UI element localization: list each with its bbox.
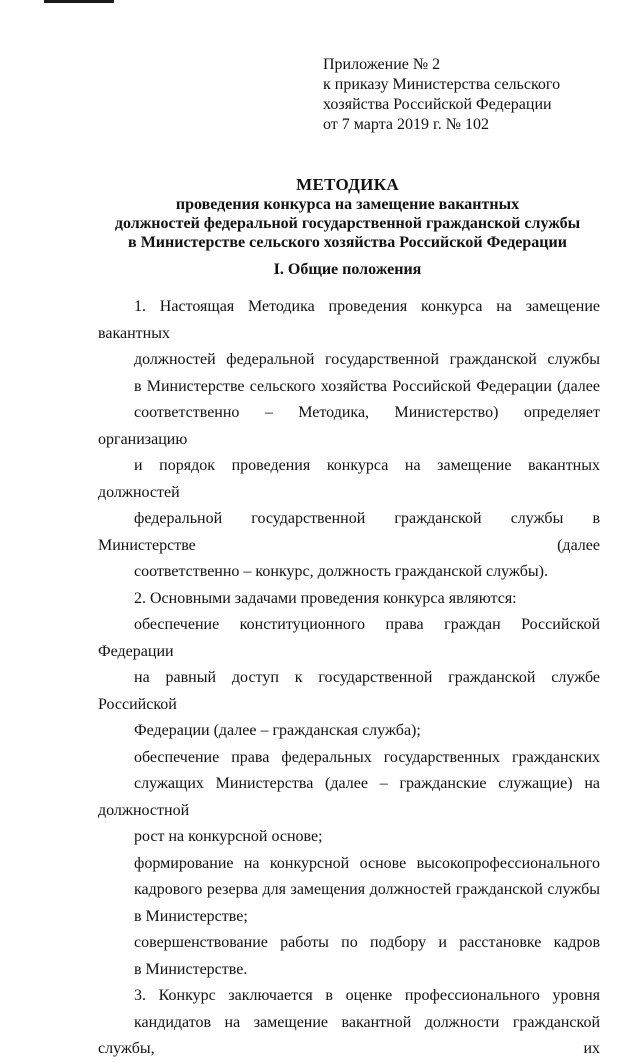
text-line: 1. Настоящая Методика проведения конкурса на замещение вакантных — [98, 298, 600, 342]
paragraph-1 — [98, 294, 600, 586]
text-line: кадрового резерва для замещения должностей гражданской службы — [134, 881, 600, 898]
text-line: 3. Конкурс заключается в оценке профессионального уровня — [134, 987, 600, 1004]
paragraph-3 — [98, 612, 600, 745]
section-heading: I. Общие положения — [273, 261, 422, 278]
text-line: формирование на конкурсной основе высокопрофессионального — [134, 854, 600, 872]
title-subtitle-line-2: должностей федеральной государственной гражданской службы — [114, 215, 581, 232]
text-line: соответственно – Методика, Министерство) определяет организацию — [98, 404, 600, 448]
title-subtitle-line-1: проведения конкурса на замещение вакантных — [175, 196, 520, 213]
text-line: соответственно – конкурс, должность гражданской службы). — [134, 563, 548, 580]
paragraph-4 — [98, 745, 600, 851]
text-line: федеральной государственной гражданской службы в Министерстве (далее — [98, 510, 600, 554]
appendix-reference — [323, 55, 560, 135]
text-line: 2. Основными задачами проведения конкурса являются: — [134, 589, 517, 607]
text-line: кандидатов на замещение вакантной должности гражданской службы, их — [98, 1013, 600, 1057]
appendix-line-2: к приказу Министерства сельского — [323, 76, 561, 93]
text-line: обеспечение конституционного права граждан Российской Федерации — [98, 616, 600, 660]
text-line: в Министерстве сельского хозяйства Российской Федерации (далее — [134, 377, 600, 395]
text-line: и порядок проведения конкурса на замещение вакантных должностей — [98, 457, 600, 501]
appendix-line-1: Приложение № 2 — [323, 56, 441, 73]
scan-edge-mark — [44, 0, 114, 3]
appendix-line-3: хозяйства Российской Федерации — [323, 96, 552, 113]
paragraph-7 — [98, 983, 600, 1063]
paragraph-2 — [98, 586, 600, 613]
paragraph-6 — [98, 930, 600, 983]
text-line: в Министерстве; — [134, 907, 248, 925]
text-line: должностей федеральной государственной гражданской службы — [134, 351, 600, 368]
text-line: рост на конкурсной основе; — [134, 828, 323, 845]
text-line: обеспечение права федеральных государственных гражданских — [134, 748, 600, 766]
text-line: совершенствование работы по подбору и расстановке кадров — [134, 934, 600, 951]
paragraph-5 — [98, 851, 600, 931]
text-line: на равный доступ к государственной гражданской службе Российской — [98, 669, 600, 713]
body-text — [98, 294, 600, 1063]
document-title — [95, 175, 600, 252]
text-line: в Министерстве. — [134, 960, 248, 978]
title-subtitle-line-3: в Министерстве сельского хозяйства Российской Федерации — [128, 234, 567, 251]
appendix-line-4: от 7 марта 2019 г. № 102 — [323, 116, 489, 133]
title-main: МЕТОДИКА — [296, 175, 399, 194]
text-line: Федерации (далее – гражданская служба); — [134, 722, 421, 739]
text-line: служащих Министерства (далее – гражданские служащие) на должностной — [98, 775, 600, 819]
